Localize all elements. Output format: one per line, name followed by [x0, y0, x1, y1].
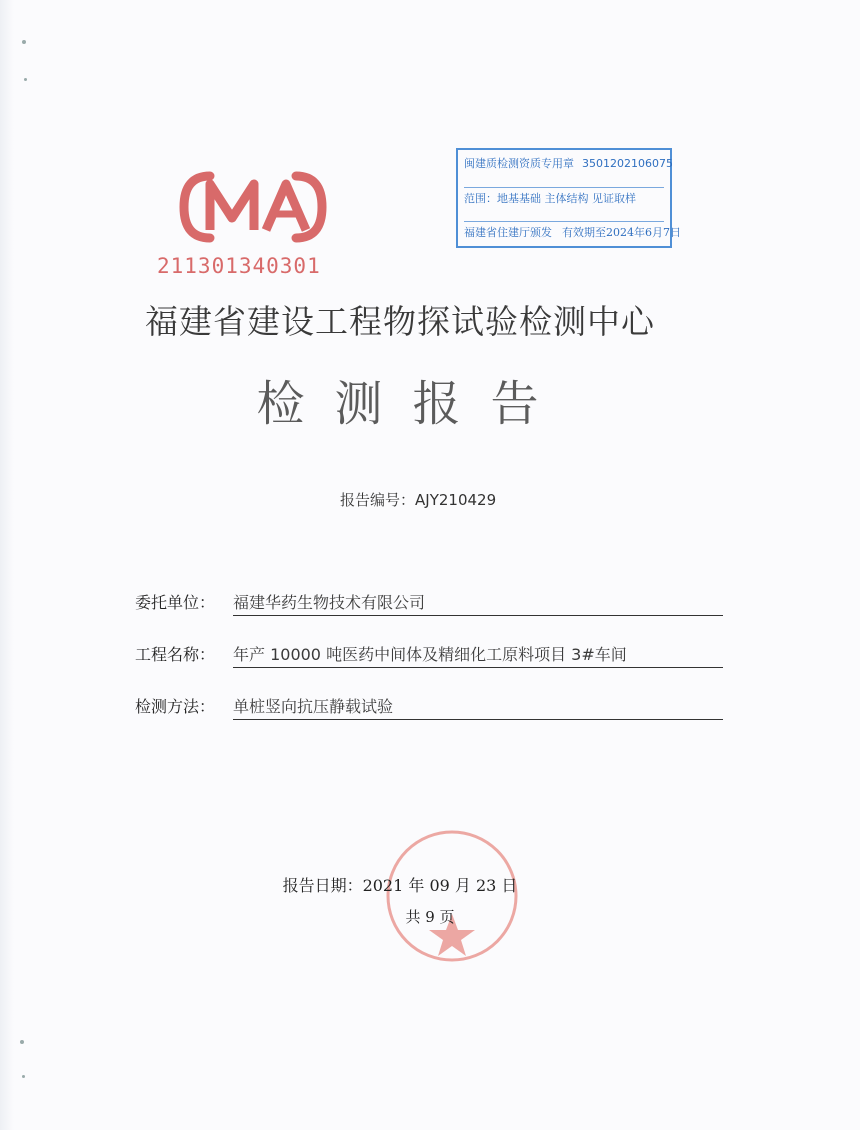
cma-logo	[180, 168, 326, 246]
field-value: 单桩竖向抗压静载试验	[233, 694, 723, 720]
report-number-value: AJY210429	[415, 491, 497, 509]
qualification-stamp	[456, 148, 681, 248]
scan-speck	[22, 1075, 25, 1078]
field-value: 福建华药生物技术有限公司	[233, 590, 723, 616]
field-value: 年产 10000 吨医药中间体及精细化工原料项目 3#车间	[233, 642, 723, 668]
field-client	[135, 590, 723, 616]
field-project	[135, 642, 723, 668]
report-number-label: 报告编号：	[340, 491, 416, 509]
cma-number: 211301340301	[157, 254, 321, 278]
organization-title: 福建省建设工程物探试验检测中心	[145, 302, 655, 341]
report-number	[340, 489, 496, 510]
report-date: 报告日期：2021 年 09 月 23 日	[282, 876, 518, 895]
qualification-label: 闽建质检测资质专用章	[464, 157, 574, 170]
field-label: 检测方法：	[135, 697, 216, 716]
qualification-code: 3501202106075	[582, 157, 673, 170]
qualification-stamp-row1	[464, 153, 673, 175]
scan-speck	[24, 78, 27, 81]
qualification-issuer: 福建省住建厅颁发	[464, 226, 552, 239]
red-seal	[382, 826, 522, 966]
scan-speck	[22, 40, 26, 44]
qualification-scope: 范围：地基基础 主体结构 见证取样	[464, 187, 664, 210]
scan-speck	[20, 1040, 24, 1044]
qualification-validity: 有效期至2024年6月7日	[562, 226, 681, 239]
field-method	[135, 694, 723, 720]
document-title: 检测报告	[256, 376, 569, 432]
field-label: 委托单位：	[135, 593, 216, 612]
field-label: 工程名称：	[135, 645, 216, 664]
qualification-stamp-row3	[464, 221, 681, 244]
page-edge	[0, 0, 14, 1130]
page-count: 共 9 页	[405, 908, 455, 926]
